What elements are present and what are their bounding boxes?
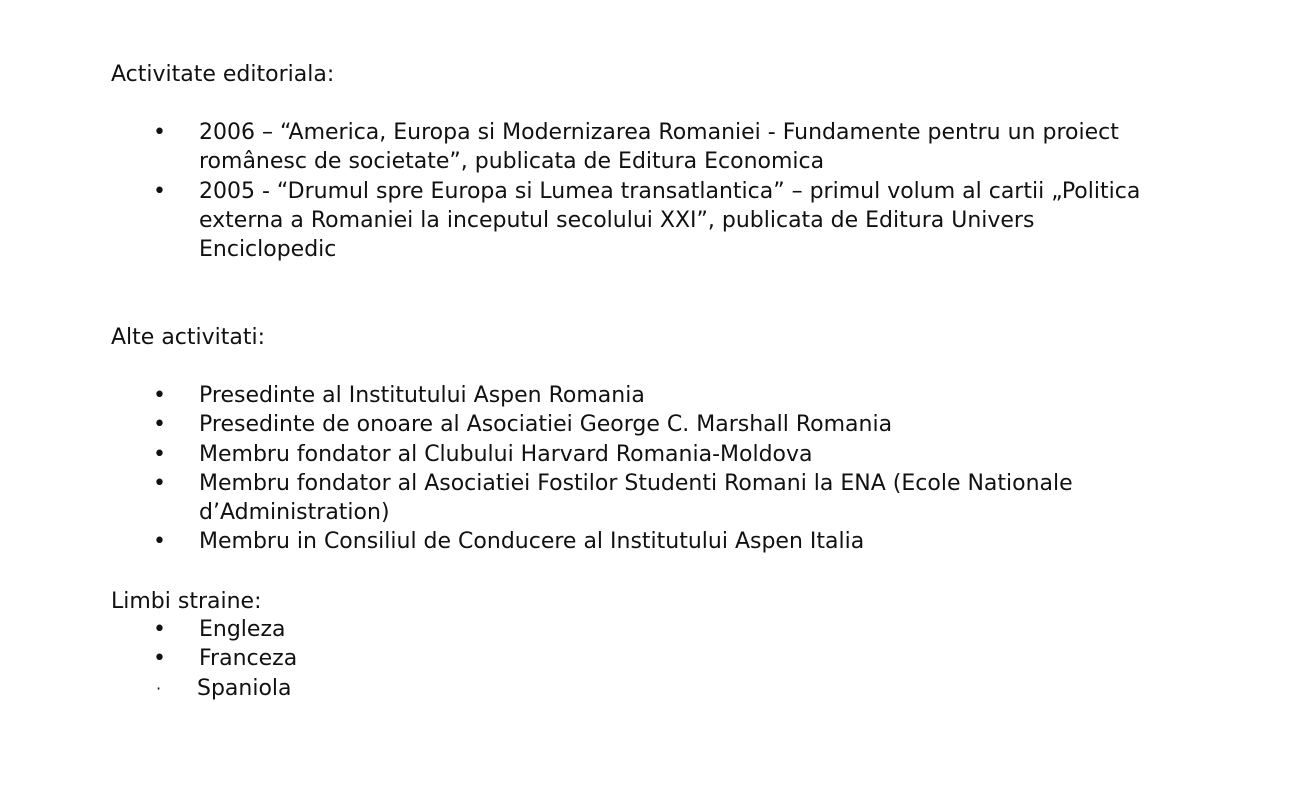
bullet-icon: • — [153, 470, 166, 496]
list-item — [0, 381, 1157, 410]
list-item — [0, 177, 1157, 265]
languages-heading: Limbi straine: — [111, 589, 262, 614]
list-item-text: Presedinte al Institutului Aspen Romania — [199, 383, 645, 408]
list-item — [0, 440, 1157, 469]
list-item — [0, 674, 1157, 703]
bullet-icon: • — [153, 120, 166, 145]
list-item-text: Membru fondator al Asociatiei Fostilor Studenti Romani la ENA (Ecole Nationale d’Administration) — [199, 470, 1073, 526]
bullet-icon: • — [153, 617, 166, 642]
list-item-text: Membru in Consiliul de Conducere al Institutului Aspen Italia — [199, 529, 865, 555]
bullet-icon: • — [153, 441, 166, 467]
list-item-text: Franceza — [199, 646, 298, 672]
list-item-text: Engleza — [199, 617, 286, 642]
list-item-text: Membru fondator al Clubului Harvard Romania-Moldova — [199, 441, 813, 467]
bullet-icon: • — [153, 646, 166, 672]
languages-list — [0, 615, 1290, 703]
bullet-icon: • — [153, 412, 166, 438]
bullet-icon: • — [153, 529, 166, 555]
list-item-text: Presedinte de onoare al Asociatiei George C. Marshall Romania — [199, 412, 893, 438]
list-item-text: 2006 – “America, Europa si Modernizarea Romaniei - Fundamente pentru un proiect românesc de societate”, publicata de Editura Economica — [199, 120, 1119, 175]
other-activities-heading: Alte activitati: — [111, 325, 266, 350]
list-item — [0, 644, 1157, 673]
list-item — [0, 469, 1157, 528]
dot-bullet-icon: · — [156, 678, 162, 698]
bullet-icon: • — [153, 178, 166, 204]
editorial-heading: Activitate editoriala: — [111, 62, 335, 87]
editorial-list — [0, 118, 1290, 264]
list-item — [0, 410, 1157, 439]
list-item — [0, 118, 1157, 177]
list-item — [0, 527, 1157, 556]
list-item-text: 2005 - “Drumul spre Europa si Lumea transatlantica” – primul volum al cartii „Politica externa a Romaniei la inceputul secolului XXI”, publicata de Editura Univers Enciclopedic — [199, 178, 1141, 263]
other-activities-list — [0, 381, 1290, 557]
bullet-icon: • — [153, 383, 166, 408]
list-item — [0, 615, 1157, 644]
list-item-text: Spaniola — [197, 675, 292, 701]
